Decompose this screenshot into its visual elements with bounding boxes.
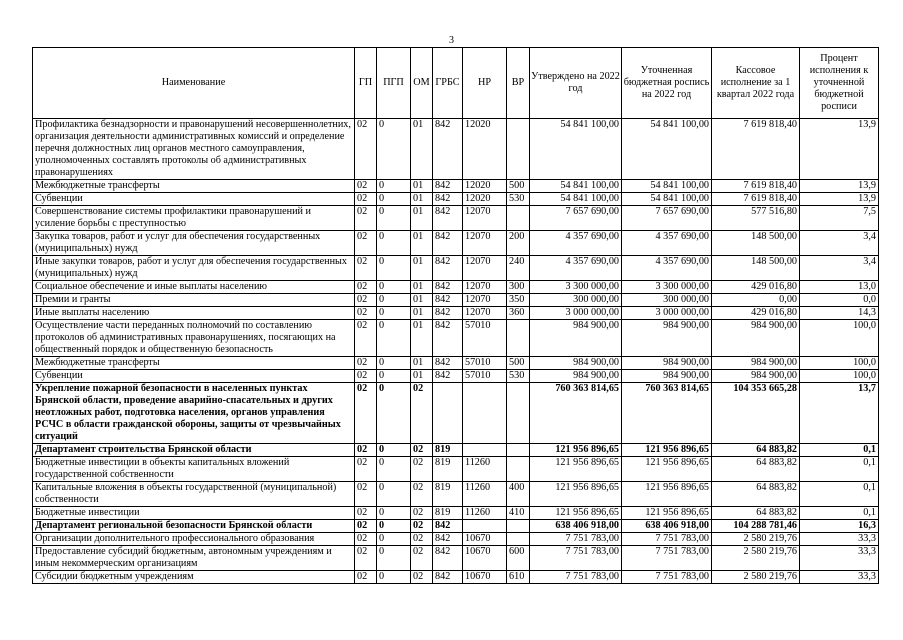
cell-gp: 02 xyxy=(355,457,377,482)
cell-percent: 7,5 xyxy=(800,206,879,231)
cell-refined: 4 357 690,00 xyxy=(622,231,712,256)
cell-cash: 429 016,80 xyxy=(712,281,800,294)
cell-om: 01 xyxy=(411,180,433,193)
cell-grbs: 842 xyxy=(433,307,463,320)
cell-vr: 500 xyxy=(507,180,530,193)
cell-gp: 02 xyxy=(355,307,377,320)
cell-nr: 57010 xyxy=(463,370,507,383)
cell-nr: 57010 xyxy=(463,357,507,370)
table-body xyxy=(33,119,879,584)
table-row xyxy=(33,383,879,444)
cell-approved: 7 751 783,00 xyxy=(530,533,622,546)
cell-gp: 02 xyxy=(355,357,377,370)
cell-om: 01 xyxy=(411,357,433,370)
cell-nr xyxy=(463,520,507,533)
cell-name: Межбюджетные трансферты xyxy=(33,357,355,370)
cell-percent: 13,9 xyxy=(800,119,879,180)
cell-name: Социальное обеспечение и иные выплаты населению xyxy=(33,281,355,294)
cell-vr: 410 xyxy=(507,507,530,520)
cell-gp: 02 xyxy=(355,294,377,307)
table-row xyxy=(33,444,879,457)
cell-cash: 0,00 xyxy=(712,294,800,307)
cell-gp: 02 xyxy=(355,206,377,231)
cell-grbs: 842 xyxy=(433,571,463,584)
cell-pgp: 0 xyxy=(377,533,411,546)
cell-nr xyxy=(463,383,507,444)
table-row xyxy=(33,294,879,307)
cell-nr: 12070 xyxy=(463,206,507,231)
cell-refined: 7 751 783,00 xyxy=(622,571,712,584)
cell-vr: 240 xyxy=(507,256,530,281)
cell-vr: 350 xyxy=(507,294,530,307)
cell-refined: 121 956 896,65 xyxy=(622,457,712,482)
cell-approved: 984 900,00 xyxy=(530,357,622,370)
cell-om: 02 xyxy=(411,533,433,546)
cell-refined: 121 956 896,65 xyxy=(622,444,712,457)
budget-execution-table xyxy=(32,47,879,584)
cell-grbs xyxy=(433,383,463,444)
cell-percent: 33,3 xyxy=(800,571,879,584)
cell-vr: 300 xyxy=(507,281,530,294)
cell-vr xyxy=(507,457,530,482)
cell-approved: 7 657 690,00 xyxy=(530,206,622,231)
cell-percent: 100,0 xyxy=(800,320,879,357)
cell-cash: 64 883,82 xyxy=(712,482,800,507)
cell-gp: 02 xyxy=(355,370,377,383)
cell-approved: 4 357 690,00 xyxy=(530,231,622,256)
cell-pgp: 0 xyxy=(377,546,411,571)
cell-gp: 02 xyxy=(355,193,377,206)
cell-name: Субвенции xyxy=(33,370,355,383)
cell-gp: 02 xyxy=(355,383,377,444)
cell-nr: 10670 xyxy=(463,571,507,584)
cell-approved: 7 751 783,00 xyxy=(530,546,622,571)
cell-pgp: 0 xyxy=(377,320,411,357)
cell-pgp: 0 xyxy=(377,281,411,294)
cell-cash: 7 619 818,40 xyxy=(712,193,800,206)
cell-cash: 64 883,82 xyxy=(712,457,800,482)
table-row xyxy=(33,457,879,482)
cell-om: 02 xyxy=(411,571,433,584)
cell-refined: 4 357 690,00 xyxy=(622,256,712,281)
cell-nr: 12070 xyxy=(463,294,507,307)
cell-om: 02 xyxy=(411,520,433,533)
header-gp: ГП xyxy=(355,48,377,119)
cell-om: 02 xyxy=(411,507,433,520)
cell-percent: 33,3 xyxy=(800,533,879,546)
cell-percent: 13,9 xyxy=(800,193,879,206)
cell-nr: 10670 xyxy=(463,546,507,571)
cell-om: 02 xyxy=(411,383,433,444)
cell-pgp: 0 xyxy=(377,180,411,193)
cell-name: Департамент строительства Брянской области xyxy=(33,444,355,457)
table-row xyxy=(33,482,879,507)
table-row xyxy=(33,546,879,571)
cell-vr: 610 xyxy=(507,571,530,584)
cell-vr xyxy=(507,520,530,533)
cell-nr: 12020 xyxy=(463,193,507,206)
cell-grbs: 819 xyxy=(433,457,463,482)
cell-cash: 7 619 818,40 xyxy=(712,119,800,180)
header-refined: Уточненная бюджетная роспись на 2022 год xyxy=(622,48,712,119)
cell-pgp: 0 xyxy=(377,294,411,307)
cell-grbs: 842 xyxy=(433,180,463,193)
cell-refined: 984 900,00 xyxy=(622,357,712,370)
cell-pgp: 0 xyxy=(377,206,411,231)
table-row xyxy=(33,193,879,206)
cell-percent: 33,3 xyxy=(800,546,879,571)
cell-percent: 0,1 xyxy=(800,444,879,457)
cell-refined: 300 000,00 xyxy=(622,294,712,307)
cell-pgp: 0 xyxy=(377,444,411,457)
cell-gp: 02 xyxy=(355,571,377,584)
cell-gp: 02 xyxy=(355,533,377,546)
cell-om: 01 xyxy=(411,256,433,281)
cell-cash: 2 580 219,76 xyxy=(712,546,800,571)
cell-gp: 02 xyxy=(355,482,377,507)
header-name: Наименование xyxy=(33,48,355,119)
cell-grbs: 842 xyxy=(433,370,463,383)
cell-percent: 14,3 xyxy=(800,307,879,320)
cell-vr xyxy=(507,320,530,357)
cell-grbs: 842 xyxy=(433,520,463,533)
cell-name: Осуществление части переданных полномочий по составлению протоколов об административных правонарушениях, посягающих на общественный порядок и общественную безопасность xyxy=(33,320,355,357)
page-number: 3 xyxy=(449,35,454,46)
cell-grbs: 842 xyxy=(433,320,463,357)
cell-om: 01 xyxy=(411,206,433,231)
cell-approved: 3 000 000,00 xyxy=(530,307,622,320)
cell-pgp: 0 xyxy=(377,507,411,520)
cell-om: 02 xyxy=(411,457,433,482)
cell-approved: 984 900,00 xyxy=(530,320,622,357)
cell-approved: 4 357 690,00 xyxy=(530,256,622,281)
header-cash: Кассовое исполнение за 1 квартал 2022 года xyxy=(712,48,800,119)
cell-refined: 638 406 918,00 xyxy=(622,520,712,533)
cell-nr: 12020 xyxy=(463,119,507,180)
cell-refined: 760 363 814,65 xyxy=(622,383,712,444)
cell-grbs: 842 xyxy=(433,533,463,546)
cell-om: 01 xyxy=(411,370,433,383)
cell-gp: 02 xyxy=(355,231,377,256)
cell-vr xyxy=(507,119,530,180)
cell-name: Организации дополнительного профессионального образования xyxy=(33,533,355,546)
cell-pgp: 0 xyxy=(377,370,411,383)
cell-om: 01 xyxy=(411,320,433,357)
cell-name: Предоставление субсидий бюджетным, автономным учреждениям и иным некоммерческим организациям xyxy=(33,546,355,571)
cell-cash: 64 883,82 xyxy=(712,444,800,457)
cell-grbs: 819 xyxy=(433,482,463,507)
cell-grbs: 842 xyxy=(433,281,463,294)
cell-pgp: 0 xyxy=(377,482,411,507)
cell-gp: 02 xyxy=(355,180,377,193)
cell-percent: 3,4 xyxy=(800,256,879,281)
cell-refined: 54 841 100,00 xyxy=(622,180,712,193)
cell-gp: 02 xyxy=(355,281,377,294)
table-row xyxy=(33,320,879,357)
cell-approved: 984 900,00 xyxy=(530,370,622,383)
cell-approved: 121 956 896,65 xyxy=(530,457,622,482)
cell-percent: 100,0 xyxy=(800,370,879,383)
cell-pgp: 0 xyxy=(377,119,411,180)
cell-nr: 12070 xyxy=(463,307,507,320)
cell-grbs: 819 xyxy=(433,507,463,520)
header-grbs: ГРБС xyxy=(433,48,463,119)
cell-gp: 02 xyxy=(355,119,377,180)
cell-approved: 7 751 783,00 xyxy=(530,571,622,584)
cell-gp: 02 xyxy=(355,520,377,533)
table-row xyxy=(33,571,879,584)
cell-vr: 530 xyxy=(507,370,530,383)
cell-percent: 0,1 xyxy=(800,507,879,520)
header-pgp: ПГП xyxy=(377,48,411,119)
cell-gp: 02 xyxy=(355,546,377,571)
cell-grbs: 842 xyxy=(433,119,463,180)
cell-name: Межбюджетные трансферты xyxy=(33,180,355,193)
cell-cash: 148 500,00 xyxy=(712,231,800,256)
cell-refined: 7 657 690,00 xyxy=(622,206,712,231)
cell-vr: 500 xyxy=(507,357,530,370)
cell-om: 01 xyxy=(411,119,433,180)
cell-nr: 11260 xyxy=(463,457,507,482)
cell-refined: 121 956 896,65 xyxy=(622,482,712,507)
cell-approved: 54 841 100,00 xyxy=(530,180,622,193)
cell-grbs: 842 xyxy=(433,231,463,256)
table-header-row xyxy=(33,48,879,119)
cell-name: Департамент региональной безопасности Брянской области xyxy=(33,520,355,533)
cell-name: Субсидии бюджетным учреждениям xyxy=(33,571,355,584)
cell-name: Премии и гранты xyxy=(33,294,355,307)
cell-name: Профилактика безнадзорности и правонарушений несовершеннолетних, организация деятельности административных комиссий и определение перечня должностных лиц органов местного самоуправления, уполномоченных составлять протоколы об административных правонарушениях xyxy=(33,119,355,180)
cell-percent: 13,9 xyxy=(800,180,879,193)
cell-pgp: 0 xyxy=(377,256,411,281)
cell-name: Иные закупки товаров, работ и услуг для обеспечения государственных (муниципальных) нужд xyxy=(33,256,355,281)
cell-approved: 638 406 918,00 xyxy=(530,520,622,533)
cell-nr: 11260 xyxy=(463,482,507,507)
cell-om: 02 xyxy=(411,546,433,571)
cell-om: 02 xyxy=(411,444,433,457)
cell-cash: 429 016,80 xyxy=(712,307,800,320)
header-approved: Утверждено на 2022 год xyxy=(530,48,622,119)
cell-pgp: 0 xyxy=(377,571,411,584)
cell-cash: 7 619 818,40 xyxy=(712,180,800,193)
table-row xyxy=(33,357,879,370)
cell-approved: 121 956 896,65 xyxy=(530,444,622,457)
cell-grbs: 842 xyxy=(433,546,463,571)
cell-percent: 0,1 xyxy=(800,457,879,482)
cell-om: 02 xyxy=(411,482,433,507)
cell-nr: 10670 xyxy=(463,533,507,546)
cell-cash: 148 500,00 xyxy=(712,256,800,281)
cell-name: Субвенции xyxy=(33,193,355,206)
cell-nr: 11260 xyxy=(463,507,507,520)
cell-pgp: 0 xyxy=(377,357,411,370)
cell-refined: 3 000 000,00 xyxy=(622,307,712,320)
cell-vr: 200 xyxy=(507,231,530,256)
cell-approved: 54 841 100,00 xyxy=(530,119,622,180)
cell-name: Капитальные вложения в объекты государственной (муниципальной) собственности xyxy=(33,482,355,507)
cell-grbs: 842 xyxy=(433,206,463,231)
cell-percent: 100,0 xyxy=(800,357,879,370)
cell-gp: 02 xyxy=(355,256,377,281)
cell-approved: 121 956 896,65 xyxy=(530,482,622,507)
cell-cash: 2 580 219,76 xyxy=(712,533,800,546)
cell-refined: 7 751 783,00 xyxy=(622,546,712,571)
cell-nr: 12070 xyxy=(463,256,507,281)
table-row xyxy=(33,256,879,281)
cell-percent: 13,0 xyxy=(800,281,879,294)
cell-cash: 64 883,82 xyxy=(712,507,800,520)
table-row xyxy=(33,520,879,533)
cell-nr: 57010 xyxy=(463,320,507,357)
cell-refined: 984 900,00 xyxy=(622,320,712,357)
cell-om: 01 xyxy=(411,307,433,320)
cell-cash: 984 900,00 xyxy=(712,357,800,370)
cell-gp: 02 xyxy=(355,320,377,357)
cell-cash: 104 288 781,46 xyxy=(712,520,800,533)
cell-grbs: 842 xyxy=(433,294,463,307)
cell-om: 01 xyxy=(411,193,433,206)
cell-percent: 3,4 xyxy=(800,231,879,256)
cell-om: 01 xyxy=(411,294,433,307)
header-nr: НР xyxy=(463,48,507,119)
cell-refined: 984 900,00 xyxy=(622,370,712,383)
cell-nr: 12020 xyxy=(463,180,507,193)
cell-percent: 13,7 xyxy=(800,383,879,444)
cell-grbs: 842 xyxy=(433,256,463,281)
cell-approved: 3 300 000,00 xyxy=(530,281,622,294)
cell-name: Иные выплаты населению xyxy=(33,307,355,320)
cell-cash: 2 580 219,76 xyxy=(712,571,800,584)
cell-nr: 12070 xyxy=(463,281,507,294)
header-vr: ВР xyxy=(507,48,530,119)
cell-percent: 0,1 xyxy=(800,482,879,507)
cell-refined: 3 300 000,00 xyxy=(622,281,712,294)
cell-nr: 12070 xyxy=(463,231,507,256)
cell-name: Бюджетные инвестиции в объекты капитальных вложений государственной собственности xyxy=(33,457,355,482)
table-row xyxy=(33,307,879,320)
table-row xyxy=(33,231,879,256)
cell-grbs: 842 xyxy=(433,357,463,370)
cell-cash: 984 900,00 xyxy=(712,320,800,357)
cell-vr xyxy=(507,383,530,444)
cell-pgp: 0 xyxy=(377,520,411,533)
cell-om: 01 xyxy=(411,281,433,294)
cell-vr xyxy=(507,444,530,457)
cell-gp: 02 xyxy=(355,444,377,457)
table-row xyxy=(33,206,879,231)
table-row xyxy=(33,370,879,383)
cell-vr xyxy=(507,206,530,231)
cell-gp: 02 xyxy=(355,507,377,520)
cell-pgp: 0 xyxy=(377,307,411,320)
cell-name: Закупка товаров, работ и услуг для обеспечения государственных (муниципальных) нужд xyxy=(33,231,355,256)
cell-name: Бюджетные инвестиции xyxy=(33,507,355,520)
table-row xyxy=(33,533,879,546)
cell-cash: 104 353 665,28 xyxy=(712,383,800,444)
header-percent: Процент исполнения к уточненной бюджетной росписи xyxy=(800,48,879,119)
cell-refined: 54 841 100,00 xyxy=(622,119,712,180)
cell-vr: 530 xyxy=(507,193,530,206)
cell-grbs: 819 xyxy=(433,444,463,457)
cell-grbs: 842 xyxy=(433,193,463,206)
cell-vr: 360 xyxy=(507,307,530,320)
cell-refined: 54 841 100,00 xyxy=(622,193,712,206)
cell-approved: 54 841 100,00 xyxy=(530,193,622,206)
cell-pgp: 0 xyxy=(377,231,411,256)
table-row xyxy=(33,281,879,294)
table-row xyxy=(33,507,879,520)
cell-percent: 16,3 xyxy=(800,520,879,533)
table-row xyxy=(33,119,879,180)
cell-percent: 0,0 xyxy=(800,294,879,307)
cell-name: Укрепление пожарной безопасности в населенных пунктах Брянской области, проведение аварийно-спасательных и других неотложных работ, подготовка населения, органов управления РСЧС в области гражданской обороны, защиты от чрезвычайных ситуаций xyxy=(33,383,355,444)
cell-refined: 7 751 783,00 xyxy=(622,533,712,546)
table-row xyxy=(33,180,879,193)
cell-om: 01 xyxy=(411,231,433,256)
cell-pgp: 0 xyxy=(377,457,411,482)
cell-vr: 600 xyxy=(507,546,530,571)
cell-cash: 577 516,80 xyxy=(712,206,800,231)
cell-approved: 300 000,00 xyxy=(530,294,622,307)
cell-pgp: 0 xyxy=(377,193,411,206)
cell-vr xyxy=(507,533,530,546)
cell-approved: 121 956 896,65 xyxy=(530,507,622,520)
cell-nr xyxy=(463,444,507,457)
cell-pgp: 0 xyxy=(377,383,411,444)
header-om: ОМ xyxy=(411,48,433,119)
cell-refined: 121 956 896,65 xyxy=(622,507,712,520)
cell-approved: 760 363 814,65 xyxy=(530,383,622,444)
cell-name: Совершенствование системы профилактики правонарушений и усиление борьбы с преступностью xyxy=(33,206,355,231)
cell-cash: 984 900,00 xyxy=(712,370,800,383)
cell-vr: 400 xyxy=(507,482,530,507)
